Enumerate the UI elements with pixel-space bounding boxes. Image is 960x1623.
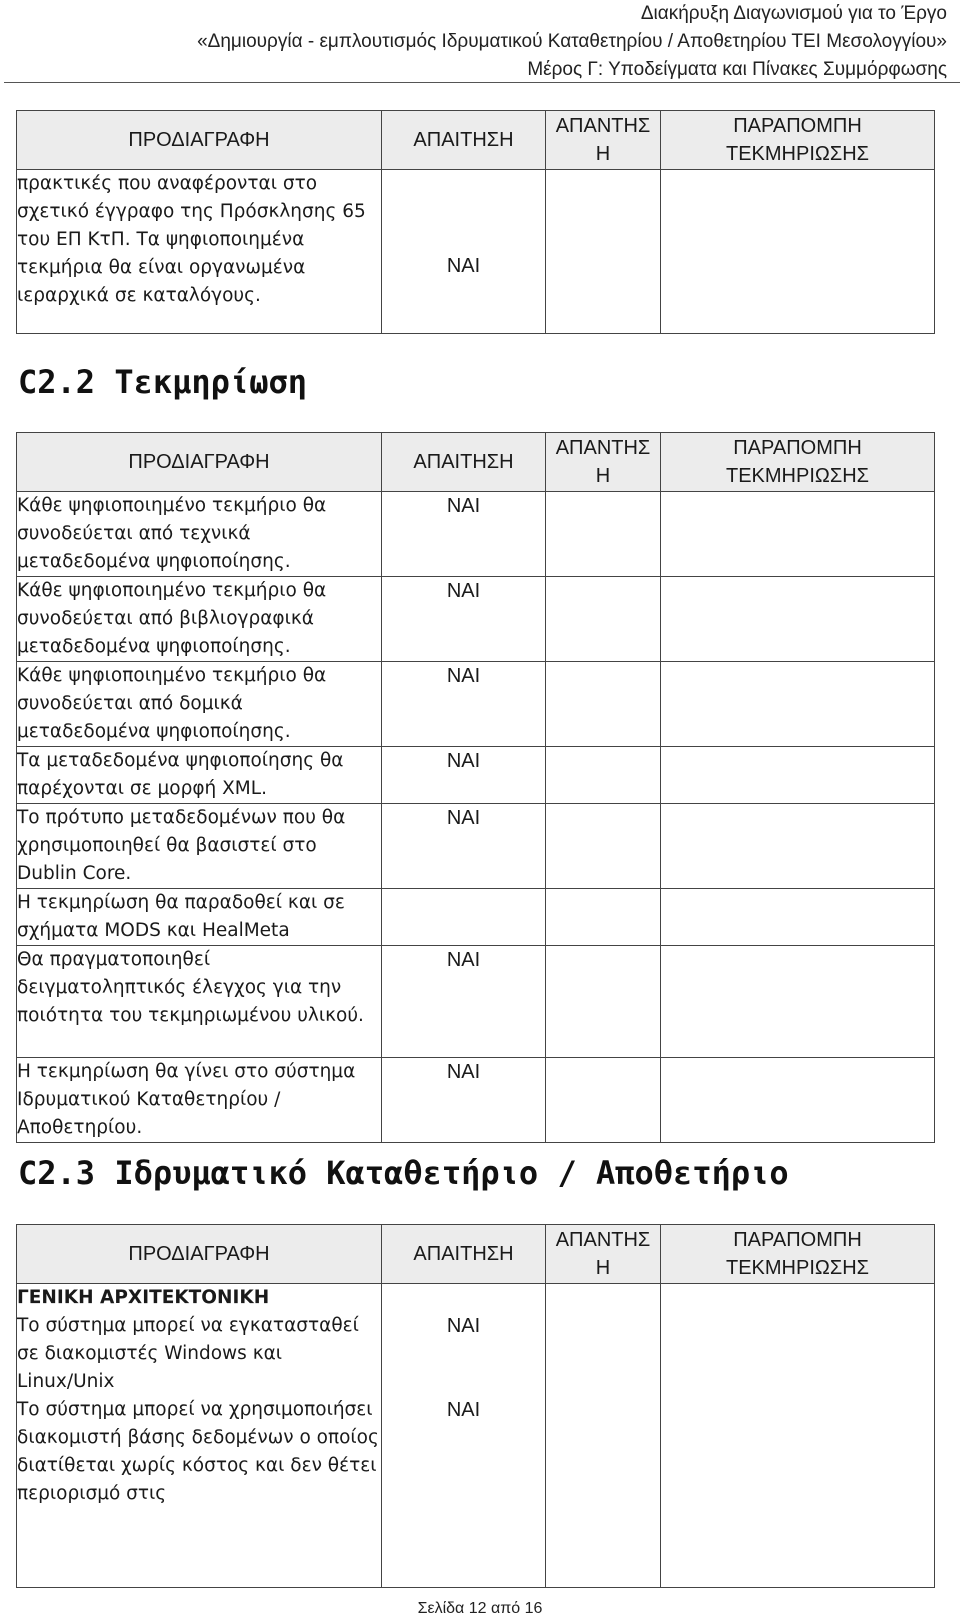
spec-table-1 bbox=[16, 110, 935, 334]
row-reference[interactable] bbox=[661, 747, 935, 804]
row-requirement: ΝΑΙ bbox=[382, 946, 546, 1058]
row-requirement: ΝΑΙ bbox=[382, 492, 546, 577]
col-header-answer: ΑΠΑΝΤΗΣ Η bbox=[546, 111, 661, 170]
row-description: Κάθε ψηφιοποιημένο τεκμήριο θα συνοδεύεται από δομικά μεταδεδομένα ψηφιοποίησης. bbox=[17, 662, 382, 747]
row-description: Κάθε ψηφιοποιημένο τεκμήριο θα συνοδεύεται από τεχνικά μεταδεδομένα ψηφιοποίησης. bbox=[17, 492, 382, 577]
group-heading: ΓΕΝΙΚΗ ΑΡΧΙΤΕΚΤΟΝΙΚΗ bbox=[17, 1287, 270, 1308]
row-reference[interactable] bbox=[661, 170, 935, 334]
row-description: Κάθε ψηφιοποιημένο τεκμήριο θα συνοδεύεται από βιβλιογραφικά μεταδεδομένα ψηφιοποίησης. bbox=[17, 577, 382, 662]
row-requirement: ΝΑΙ bbox=[382, 747, 546, 804]
table-header-row bbox=[17, 433, 935, 492]
row-answer[interactable] bbox=[546, 492, 661, 577]
row-description: Το σύστημα μπορεί να εγκατασταθεί σε διακομιστές Windows και Linux/Unix bbox=[17, 1315, 359, 1392]
row-requirement: ΝΑΙ bbox=[446, 1315, 481, 1337]
col-header-req: ΑΠΑΙΤΗΣΗ bbox=[382, 433, 546, 492]
page-number: Σελίδα 12 από 16 bbox=[417, 1600, 543, 1617]
table-header-row bbox=[17, 1225, 935, 1284]
row-description: Θα πραγματοποιηθεί δειγματοληπτικός έλεγχος για την ποιότητα του τεκμηριωμένου υλικού. bbox=[17, 946, 382, 1058]
row-description: Το σύστημα μπορεί να χρησιμοποιήσει διακομιστή βάσης δεδομένων ο οποίος διατίθεται χωρίς κόστος και δεν θέτει περιορισμό στις bbox=[17, 1399, 379, 1504]
row-requirement: ΝΑΙ bbox=[382, 662, 546, 747]
row-requirement-group bbox=[382, 1284, 546, 1588]
row-description: Τα μεταδεδομένα ψηφιοποίησης θα παρέχονται σε μορφή XML. bbox=[17, 747, 382, 804]
row-answer[interactable] bbox=[546, 1058, 661, 1143]
table-row bbox=[17, 170, 935, 334]
col-header-ref: ΠΑΡΑΠΟΜΠΗ ΤΕΚΜΗΡΙΩΣΗΣ bbox=[661, 433, 935, 492]
header-line-3: Μέρος Γ: Υποδείγματα και Πίνακες Συμμόρφωσης bbox=[527, 59, 947, 80]
row-description: πρακτικές που αναφέρονται στο σχετικό έγγραφο της Πρόσκλησης 65 του ΕΠ ΚτΠ. Τα ψηφιοποιημένα τεκμήρια θα είναι οργανωμένα ιεραρχικά σε καταλόγους. bbox=[17, 170, 382, 334]
col-header-req: ΑΠΑΙΤΗΣΗ bbox=[382, 111, 546, 170]
row-reference[interactable] bbox=[661, 1284, 935, 1588]
spec-table-3 bbox=[16, 1224, 935, 1588]
col-header-spec: ΠΡΟΔΙΑΓΡΑΦΗ bbox=[17, 1225, 382, 1284]
document-header bbox=[0, 0, 947, 84]
row-answer[interactable] bbox=[546, 804, 661, 889]
table-row bbox=[17, 804, 935, 889]
header-line-1: Διακήρυξη Διαγωνισμού για το Έργο bbox=[640, 3, 947, 24]
row-reference[interactable] bbox=[661, 946, 935, 1058]
table-row bbox=[17, 1284, 935, 1588]
row-answer[interactable] bbox=[546, 946, 661, 1058]
section-title-c2-2: C2.2 Τεκμηρίωση bbox=[18, 363, 307, 401]
row-reference[interactable] bbox=[661, 1058, 935, 1143]
header-line-2: «Δημιουργία - εμπλουτισμός Ιδρυματικού Καταθετηρίου / Αποθετηρίου ΤΕΙ Μεσολογγίου» bbox=[197, 31, 947, 52]
col-header-answer: ΑΠΑΝΤΗΣ Η bbox=[546, 433, 661, 492]
row-answer[interactable] bbox=[546, 577, 661, 662]
row-description: Η τεκμηρίωση θα γίνει στο σύστημα Ιδρυματικού Καταθετηρίου / Αποθετηρίου. bbox=[17, 1058, 382, 1143]
row-description-group bbox=[17, 1284, 382, 1588]
table-row bbox=[17, 577, 935, 662]
table-row bbox=[17, 492, 935, 577]
table-row bbox=[17, 747, 935, 804]
table-row bbox=[17, 662, 935, 747]
header-divider bbox=[4, 82, 960, 83]
spec-table-2 bbox=[16, 432, 935, 1143]
table-row bbox=[17, 946, 935, 1058]
row-requirement: ΝΑΙ bbox=[382, 577, 546, 662]
col-header-req: ΑΠΑΙΤΗΣΗ bbox=[382, 1225, 546, 1284]
row-requirement: ΝΑΙ bbox=[382, 804, 546, 889]
row-reference[interactable] bbox=[661, 889, 935, 946]
row-answer[interactable] bbox=[546, 747, 661, 804]
row-answer[interactable] bbox=[546, 889, 661, 946]
table-row bbox=[17, 1058, 935, 1143]
table-header-row bbox=[17, 111, 935, 170]
row-requirement: ΝΑΙ bbox=[446, 1399, 481, 1421]
col-header-ref: ΠΑΡΑΠΟΜΠΗ ΤΕΚΜΗΡΙΩΣΗΣ bbox=[661, 1225, 935, 1284]
row-answer[interactable] bbox=[546, 170, 661, 334]
row-reference[interactable] bbox=[661, 662, 935, 747]
col-header-answer: ΑΠΑΝΤΗΣ Η bbox=[546, 1225, 661, 1284]
col-header-spec: ΠΡΟΔΙΑΓΡΑΦΗ bbox=[17, 111, 382, 170]
row-reference[interactable] bbox=[661, 804, 935, 889]
row-requirement: ΝΑΙ bbox=[382, 1058, 546, 1143]
row-answer[interactable] bbox=[546, 1284, 661, 1588]
row-requirement: ΝΑΙ bbox=[382, 170, 546, 334]
col-header-ref: ΠΑΡΑΠΟΜΠΗ ΤΕΚΜΗΡΙΩΣΗΣ bbox=[661, 111, 935, 170]
row-answer[interactable] bbox=[546, 662, 661, 747]
row-description: Η τεκμηρίωση θα παραδοθεί και σε σχήματα MODS και HealMeta bbox=[17, 889, 382, 946]
section-title-c2-3: C2.3 Ιδρυματικό Καταθετήριο / Αποθετήριο bbox=[18, 1154, 789, 1192]
row-requirement bbox=[382, 889, 546, 946]
table-row bbox=[17, 889, 935, 946]
col-header-spec: ΠΡΟΔΙΑΓΡΑΦΗ bbox=[17, 433, 382, 492]
row-reference[interactable] bbox=[661, 577, 935, 662]
row-reference[interactable] bbox=[661, 492, 935, 577]
row-description: Το πρότυπο μεταδεδομένων που θα χρησιμοποιηθεί θα βασιστεί στο Dublin Core. bbox=[17, 804, 382, 889]
